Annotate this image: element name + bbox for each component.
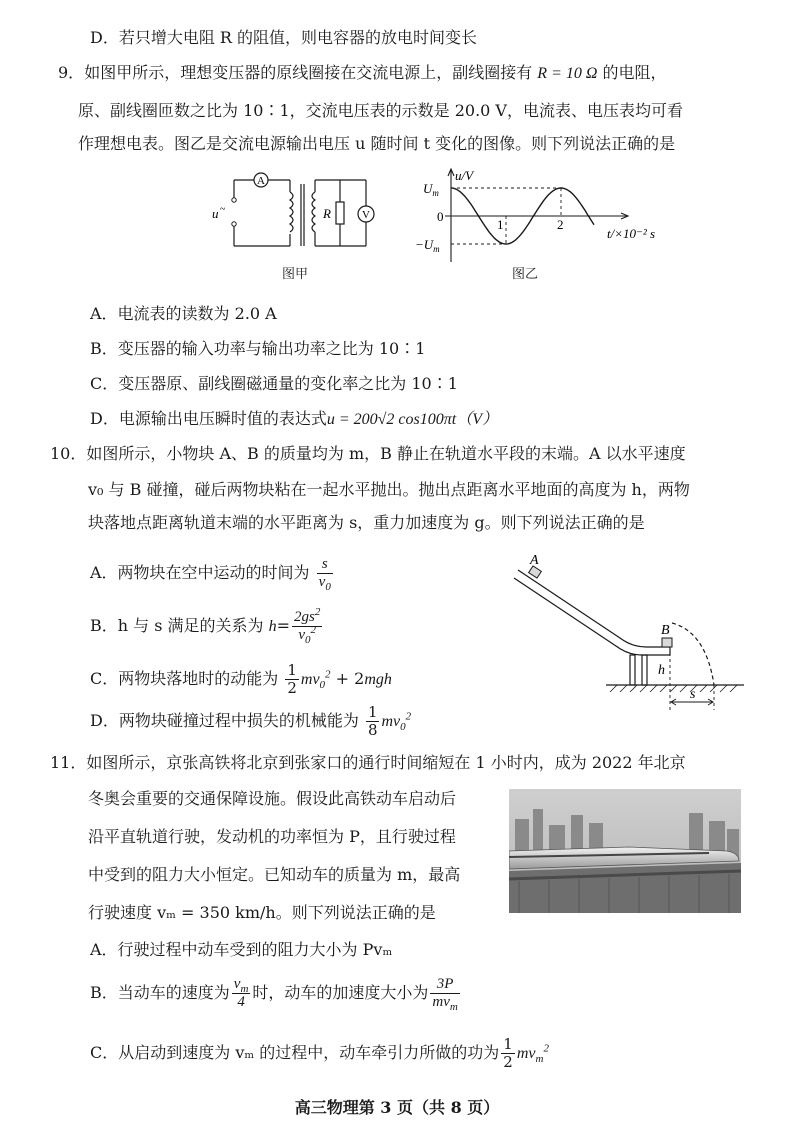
resistor-icon [336,202,344,224]
q11-number: 11． [50,753,87,772]
q11-stem-line4: 中受到的阻力大小恒定。已知动车的质量为 m，最高 [88,865,461,884]
q10-option-b: B．h 与 s 满足的关系为 h= $\frac{2gs^2}{v_0^2}$ [90,606,321,646]
q10-stem-line2: v₀ 与 B 碰撞，碰后两物块粘在一起水平抛出。抛出点距离水平地面的高度为 h，两物 [88,480,690,499]
q9-option-d-expression: u = 200√2 cos100πt（V） [326,411,498,428]
q9-option-b: B．变压器的输入功率与输出功率之比为 10∶1 [90,339,426,358]
q11-stem-line3: 沿平直轨道行驶，发动机的功率恒为 P，且行驶过程 [88,827,456,846]
q11-option-c: C．从启动到速度为 vₘ 的过程中，动车牵引力所做的功为 $\frac{1}{2}$ $mv_m^2$ [90,1035,549,1071]
q9-graph-xlabel: t/×10⁻² s [607,226,656,241]
q10-option-a-fraction: $\frac{s}{v_0}$ [318,556,331,593]
q9-resistor-label: R [323,206,331,221]
projectile-path [672,623,714,685]
q9-option-c: C．变压器原、副线圈磁通量的变化率之比为 10∶1 [90,374,458,393]
q9-ammeter-label: A [257,175,265,187]
q11-option-b-fraction-2: $\frac{3P}{mv_m}$ [432,976,458,1013]
q9-stem-line2: 原、副线圈匝数之比为 10∶1，交流电压表的示数是 20.0 V，电流表、电压表均可看 [78,101,683,120]
q9-option-d: D．电源输出电压瞬时值的表达式u = 200√2 cos100πt（V） [90,409,498,428]
secondary-coil-icon [312,192,315,232]
q9-graph-neg-um: $-U_m$ [415,237,440,254]
q9-resistance-value: R = 10 Ω [537,65,598,82]
q11-option-b-fraction-1: $\frac{v_m}{4}$ [233,976,249,1010]
q11-option-a: A．行驶过程中动车受到的阻力大小为 Pvₘ [90,940,393,959]
q10-option-c: C．两物块落地时的动能为 $\frac{1}{2}$ $mv_0^2 + 2mgh$ [90,661,392,697]
q10-number: 10． [50,444,87,463]
q11-option-b: B．当动车的速度为 $\frac{v_m}{4}$ 时，动车的加速度大小为 $\frac{3P}{mv_m}$ [90,976,458,1013]
q9-number: 9． [58,63,85,82]
q10-stem-line1: 10．如图所示，小物块 A、B 的质量均为 m，B 静止在轨道水平段的末端。A 以水平速度 [50,444,686,463]
svg-text:~: ~ [220,204,226,215]
q11-train-photo [509,789,741,913]
support-pillar [630,655,635,685]
q11-stem-line1: 11．如图所示，京张高铁将北京到张家口的通行时间缩短在 1 小时内，成为 2022 年北京 [50,753,686,772]
q9-circuit-figure [208,166,388,266]
q10-option-d: D．两物块碰撞过程中损失的机械能为 $\frac{1}{8}$ $mv_0^2$ [90,703,412,739]
q9-graph-ylabel: u/V [455,168,474,183]
q9-fig-a-caption: 图甲 [282,267,309,282]
q10-fig-label-b: B [661,623,670,638]
q10-option-b-fraction: $\frac{2gs^2}{v_0^2}$ [294,606,321,646]
q9-stem-line3: 作理想电表。图乙是交流电源输出电压 u 随时间 t 变化的图像。则下列说法正确的是 [78,134,676,153]
q11-stem-line2: 冬奥会重要的交通保障设施。假设此高铁动车启动后 [88,789,457,808]
q9-voltmeter-label: V [362,209,370,221]
q9-ut-graph [415,166,665,266]
page-footer: 高三物理第 3 页（共 8 页） [294,1098,500,1117]
q9-stem-line1: 9．如图甲所示，理想变压器的原线圈接在交流电源上，副线圈接有 R = 10 Ω 的电阻， [58,63,667,82]
track-lower-edge [514,578,670,655]
q10-stem-line3: 块落地点距离轨道末端的水平距离为 s，重力加速度为 g。则下列说法正确的是 [88,513,645,532]
q10-track-figure [500,550,748,710]
q9-graph-tick-2: 2 [557,217,564,232]
block-b [662,638,672,647]
q9-source-label: u [212,206,219,221]
q11-stem-line5: 行驶速度 vₘ = 350 km/h。则下列说法正确的是 [88,903,436,922]
q10-fig-label-s: s [690,687,696,702]
q10-fig-label-h: h [658,663,665,678]
primary-coil-icon [290,192,293,232]
q10-option-a: A．两物块在空中运动的时间为 $\frac{s}{v_0}$ [90,556,331,593]
q9-graph-origin: 0 [437,209,444,224]
q8-option-d: D．若只增大电阻 R 的阻值，则电容器的放电时间变长 [90,28,478,47]
q10-fig-label-a: A [530,553,539,568]
q9-graph-um: $U_m$ [423,181,439,198]
track-upper-edge [518,570,670,647]
q9-option-a: A．电流表的读数为 2.0 A [90,304,277,323]
bridge [509,863,741,913]
q9-graph-tick-1: 1 [497,217,504,232]
q9-fig-b-caption: 图乙 [512,267,539,282]
